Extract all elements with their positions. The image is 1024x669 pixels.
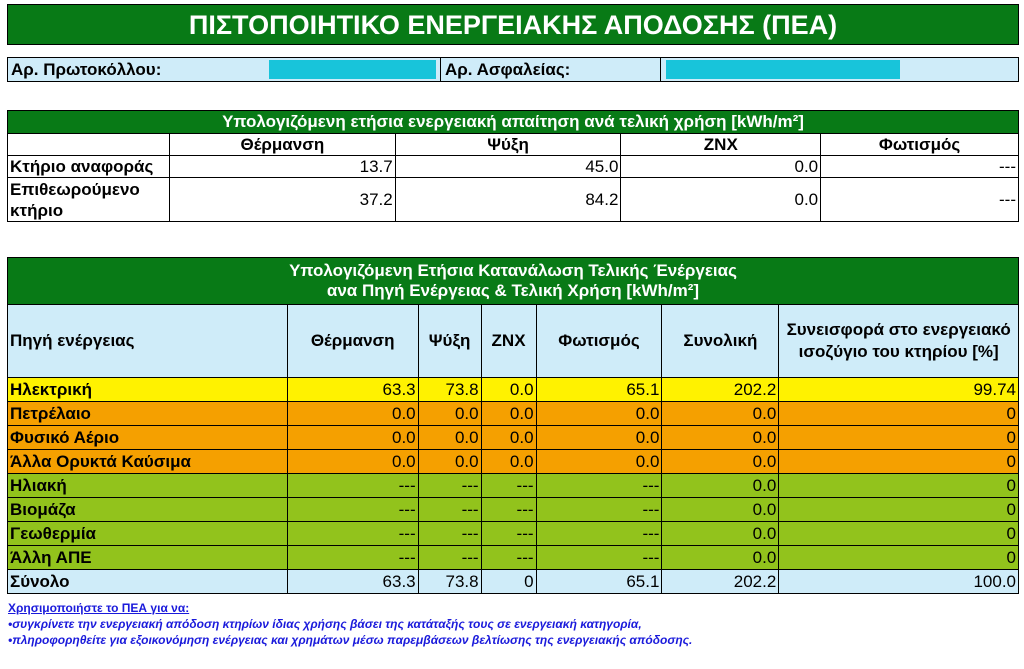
value-cell: 0.0 <box>418 426 481 450</box>
value-cell: 0.0 <box>287 450 418 474</box>
value-cell: 0.0 <box>481 378 536 402</box>
value-cell: 0.0 <box>662 474 779 498</box>
col-dhw: ZNX <box>621 134 821 156</box>
protocol-label: Αρ. Πρωτοκόλλου: <box>11 60 162 79</box>
value-cell: 45.0 <box>395 156 621 178</box>
value-cell: --- <box>536 546 662 570</box>
value-cell: --- <box>481 522 536 546</box>
row-label-line1: Επιθεωρούμενο <box>10 179 140 199</box>
value-cell: --- <box>418 474 481 498</box>
value-cell: --- <box>287 522 418 546</box>
col-dhw: ZNX <box>481 305 536 378</box>
value-cell: 0.0 <box>481 450 536 474</box>
col-lighting: Φωτισμός <box>821 134 1019 156</box>
row-label: Άλλα Ορυκτά Καύσιμα <box>8 450 288 474</box>
value-cell: 0 <box>779 402 1019 426</box>
value-cell: --- <box>481 546 536 570</box>
value-cell: 0.0 <box>536 426 662 450</box>
protocol-value-redacted <box>269 60 436 79</box>
value-cell: 0.0 <box>662 498 779 522</box>
usage-notes <box>8 600 692 648</box>
energy-demand-table <box>7 110 1019 222</box>
value-cell: 0 <box>779 498 1019 522</box>
value-cell: 0.0 <box>621 156 821 178</box>
row-label: Γεωθερμία <box>8 522 288 546</box>
value-cell: 0.0 <box>481 426 536 450</box>
row-label-line2: κτήριο <box>10 200 64 220</box>
value-cell: 0.0 <box>287 426 418 450</box>
value-cell: 202.2 <box>662 570 779 594</box>
value-cell: 0.0 <box>287 402 418 426</box>
notes-bullet: •πληροφορηθείτε για εξοικονόμηση ενέργειας και χρημάτων μέσω παρεμβάσεων βελτίωσης της ενεργειακής απόδοσης. <box>8 633 693 647</box>
header-line2: ανα Πηγή Ενέργειας & Τελική Χρήση [kWh/m²] <box>326 281 700 300</box>
value-cell: 0 <box>481 570 536 594</box>
value-cell: --- <box>536 498 662 522</box>
value-cell: 63.3 <box>287 378 418 402</box>
value-cell: --- <box>481 498 536 522</box>
value-cell: --- <box>418 546 481 570</box>
value-cell: --- <box>287 474 418 498</box>
table-row <box>8 546 1019 570</box>
table-row <box>8 378 1019 402</box>
value-cell: 37.2 <box>169 178 395 222</box>
value-cell: 0.0 <box>662 522 779 546</box>
table-row <box>8 450 1019 474</box>
divider <box>660 58 661 81</box>
value-cell: 0.0 <box>662 450 779 474</box>
value-cell: 99.74 <box>779 378 1019 402</box>
table-row <box>8 498 1019 522</box>
row-label <box>8 178 170 222</box>
value-cell: 0.0 <box>418 450 481 474</box>
value-cell: 100.0 <box>779 570 1019 594</box>
table-row <box>8 156 1019 178</box>
value-cell: 63.3 <box>287 570 418 594</box>
value-cell: --- <box>536 522 662 546</box>
insurance-label: Αρ. Ασφαλείας: <box>445 60 571 79</box>
identifiers-bar <box>7 57 1019 82</box>
row-label: Ηλιακή <box>8 474 288 498</box>
table-row <box>8 426 1019 450</box>
row-label: Σύνολο <box>8 570 288 594</box>
insurance-value-redacted <box>666 60 900 79</box>
value-cell: --- <box>287 498 418 522</box>
consumption-table-header <box>8 258 1019 305</box>
col-lighting: Φωτισμός <box>536 305 662 378</box>
value-cell: 65.1 <box>536 378 662 402</box>
value-cell: 202.2 <box>662 378 779 402</box>
value-cell: 0.0 <box>536 402 662 426</box>
table-row-total <box>8 570 1019 594</box>
demand-empty-header <box>8 134 170 156</box>
value-cell: 0.0 <box>662 546 779 570</box>
value-cell: 0.0 <box>536 450 662 474</box>
value-cell: 0.0 <box>662 426 779 450</box>
col-total: Συνολική <box>662 305 779 378</box>
col-source: Πηγή ενέργειας <box>8 305 288 378</box>
value-cell: 65.1 <box>536 570 662 594</box>
table-row <box>8 402 1019 426</box>
table-row <box>8 474 1019 498</box>
value-cell: --- <box>821 156 1019 178</box>
value-cell: 0 <box>779 546 1019 570</box>
value-cell: 0 <box>779 450 1019 474</box>
value-cell: 0.0 <box>418 402 481 426</box>
value-cell: 0 <box>779 522 1019 546</box>
value-cell: --- <box>536 474 662 498</box>
row-label: Άλλη ΑΠΕ <box>8 546 288 570</box>
row-label: Βιομάζα <box>8 498 288 522</box>
value-cell: 84.2 <box>395 178 621 222</box>
value-cell: --- <box>481 474 536 498</box>
value-cell: 0.0 <box>621 178 821 222</box>
value-cell: --- <box>821 178 1019 222</box>
value-cell: 13.7 <box>169 156 395 178</box>
energy-consumption-table <box>7 257 1019 594</box>
table-row <box>8 178 1019 222</box>
value-cell: 0 <box>779 474 1019 498</box>
notes-heading: Χρησιμοποιήστε το ΠΕΑ για να: <box>8 601 190 615</box>
col-heating: Θέρμανση <box>169 134 395 156</box>
divider <box>440 58 441 81</box>
value-cell: 73.8 <box>418 570 481 594</box>
col-cooling: Ψύξη <box>395 134 621 156</box>
value-cell: 73.8 <box>418 378 481 402</box>
page-title: ΠΙΣΤΟΠΟΙΗΤΙΚΟ ΕΝΕΡΓΕΙΑΚΗΣ ΑΠΟΔΟΣΗΣ (ΠΕΑ) <box>7 4 1019 45</box>
row-label: Ηλεκτρική <box>8 378 288 402</box>
value-cell: 0 <box>779 426 1019 450</box>
value-cell: --- <box>287 546 418 570</box>
row-label: Κτήριο αναφοράς <box>8 156 170 178</box>
value-cell: 0.0 <box>662 402 779 426</box>
table-row <box>8 522 1019 546</box>
col-heating: Θέρμανση <box>287 305 418 378</box>
header-line1: Υπολογιζόμενη Ετήσια Κατανάλωση Τελικής Ένέργειας <box>289 261 737 280</box>
notes-bullet: •συγκρίνετε την ενεργειακή απόδοση κτηρίων ίδιας χρήσης βάσει της κατάταξής τους σε ενεργειακή κατηγορία, <box>8 617 642 631</box>
demand-table-header: Υπολογιζόμενη ετήσια ενεργειακή απαίτηση ανά τελική χρήση [kWh/m²] <box>8 111 1019 134</box>
col-cooling: Ψύξη <box>418 305 481 378</box>
value-cell: --- <box>418 522 481 546</box>
col-contribution: Συνεισφορά στο ενεργειακό ισοζύγιο του κτηρίου [%] <box>779 305 1019 378</box>
value-cell: 0.0 <box>481 402 536 426</box>
row-label: Φυσικό Αέριο <box>8 426 288 450</box>
value-cell: --- <box>418 498 481 522</box>
row-label: Πετρέλαιο <box>8 402 288 426</box>
